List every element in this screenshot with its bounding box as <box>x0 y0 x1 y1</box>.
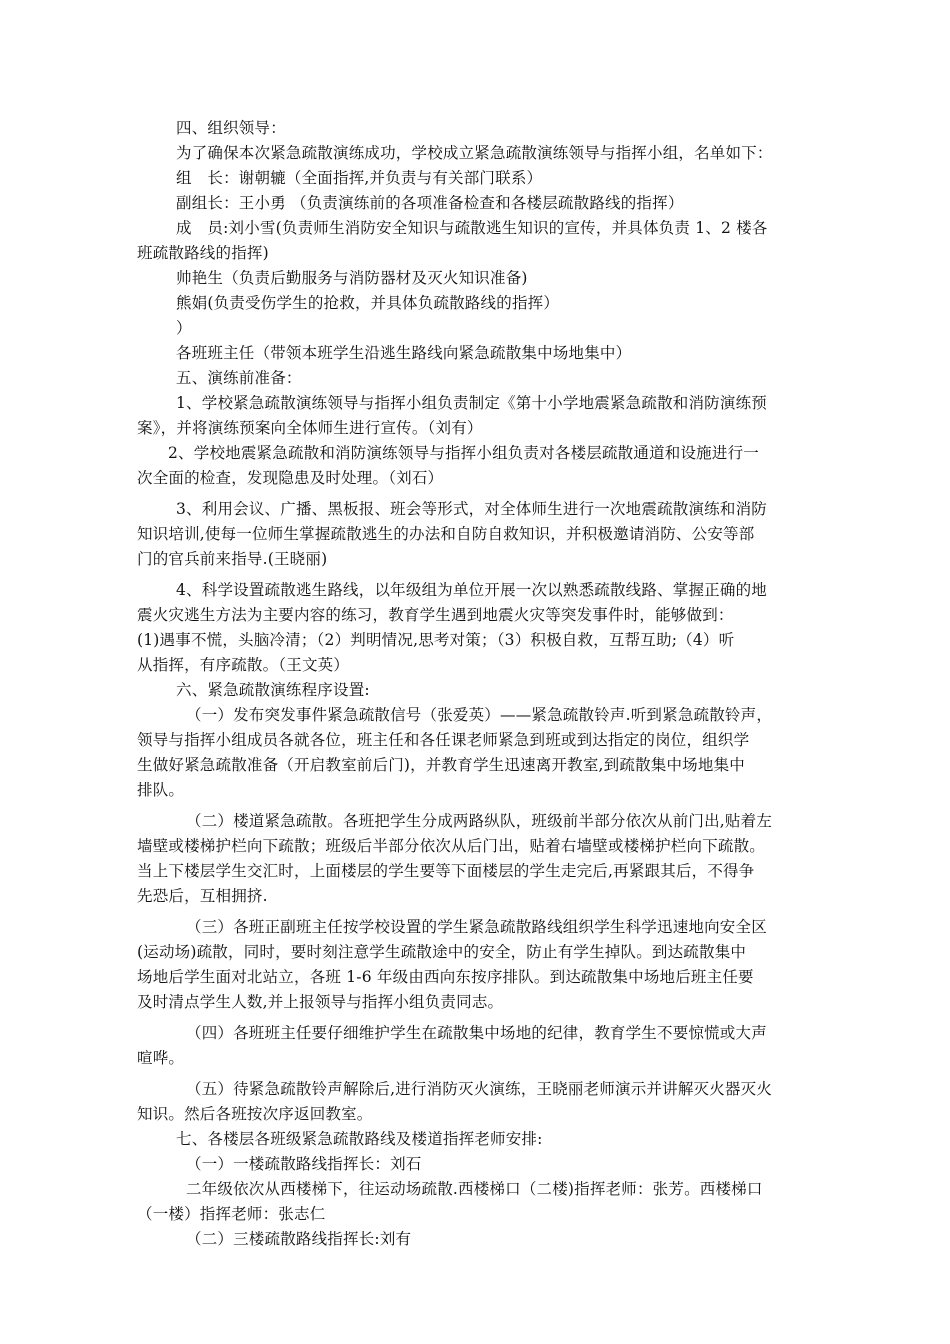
paragraph-line: 4、科学设置疏散逃生路线，以年级组为单位开展一次以熟悉疏散线路、掌握正确的地 <box>176 581 767 599</box>
paragraph-line: 当上下楼层学生交汇时，上面楼层的学生要等下面楼层的学生走完后,再紧跟其后，不得争 <box>137 862 755 880</box>
paragraph-line: 各班班主任（带领本班学生沿逃生路线向紧急疏散集中场地集中） <box>176 344 632 362</box>
paragraph-line: 熊娟(负责受伤学生的抢救，并具体负疏散路线的指挥） <box>176 294 560 312</box>
paragraph-line: （一楼）指挥老师：张志仁 <box>137 1205 326 1223</box>
paragraph-line: 及时清点学生人数,并上报领导与指挥小组负责同志。 <box>137 993 504 1011</box>
paragraph-line: ） <box>176 319 192 337</box>
paragraph-line: 生做好紧急疏散准备（开启教室前后门)，并教育学生迅速离开教室,到疏散集中场地集中 <box>137 756 745 774</box>
paragraph-line: 墙壁或楼梯护栏向下疏散；班级后半部分依次从后门出，贴着右墙壁或楼梯护栏向下疏散。 <box>137 837 766 855</box>
paragraph-line: 成 员:刘小雪(负责师生消防安全知识与疏散逃生知识的宣传，并具体负责 1、2 楼各 <box>176 219 768 237</box>
paragraph-line: （二）三楼疏散路线指挥长:刘有 <box>186 1230 412 1248</box>
paragraph-line: 先恐后，互相拥挤. <box>137 887 268 905</box>
paragraph-line: 为了确保本次紧急疏散演练成功，学校成立紧急疏散演练领导与指挥小组，名单如下： <box>176 144 773 162</box>
paragraph-line: 3、利用会议、广播、黑板报、班会等形式，对全体师生进行一次地震疏散演练和消防 <box>176 500 767 518</box>
paragraph-line: （三）各班正副班主任按学校设置的学生紧急疏散路线组织学生科学迅速地向安全区 <box>186 918 767 936</box>
paragraph-line: 组 长：谢朝辘（全面指挥,并负责与有关部门联系） <box>176 169 543 187</box>
paragraph-line: （一）一楼疏散路线指挥长：刘石 <box>186 1155 422 1173</box>
paragraph-line: 副组长：王小勇 （负责演练前的各项准备检查和各楼层疏散路线的指挥） <box>176 194 684 212</box>
section-heading-5: 五、演练前准备： <box>176 369 302 387</box>
paragraph-line: 2、学校地震紧急疏散和消防演练领导与指挥小组负责对各楼层疏散通道和设施进行一 <box>168 444 759 462</box>
section-heading-4: 四、组织领导： <box>176 119 286 137</box>
paragraph-line: （四）各班班主任要仔细维护学生在疏散集中场地的纪律，教育学生不要惊慌或大声 <box>186 1024 767 1042</box>
paragraph-line: 门的官兵前来指导.(王晓丽) <box>137 550 328 568</box>
paragraph-line: （一）发布突发事件紧急疏散信号（张爱英）——紧急疏散铃声.听到紧急疏散铃声， <box>186 706 773 724</box>
paragraph-line: 知识。然后各班按次序返回教室。 <box>137 1105 373 1123</box>
paragraph-line: 知识培训,使每一位师生掌握疏散逃生的办法和自防自救知识，并积极邀请消防、公安等部 <box>137 525 755 543</box>
paragraph-line: 二年级依次从西楼梯下，往运动场疏散.西楼梯口（二楼)指挥老师：张芳。西楼梯口 <box>186 1180 763 1198</box>
section-heading-6: 六、紧急疏散演练程序设置: <box>176 681 370 699</box>
paragraph-line: 1、学校紧急疏散演练领导与指挥小组负责制定《第十小学地震紧急疏散和消防演练预 <box>176 394 767 412</box>
paragraph-line: （二）楼道紧急疏散。各班把学生分成两路纵队，班级前半部分依次从前门出,贴着左 <box>186 812 773 830</box>
paragraph-line: 排队。 <box>137 781 185 799</box>
paragraph-line: 班疏散路线的指挥) <box>137 244 269 262</box>
paragraph-line: （五）待紧急疏散铃声解除后,进行消防灭火演练，王晓丽老师演示并讲解灭火器灭火 <box>186 1080 773 1098</box>
paragraph-line: 领导与指挥小组成员各就各位，班主任和各任课老师紧急到班或到达指定的岗位，组织学 <box>137 731 750 749</box>
section-heading-7: 七、各楼层各班级紧急疏散路线及楼道指挥老师安排: <box>176 1130 543 1148</box>
paragraph-line: (运动场)疏散，同时，要时刻注意学生疏散途中的安全，防止有学生掉队。到达疏散集中 <box>137 943 747 961</box>
paragraph-line: 从指挥，有序疏散。（王文英） <box>137 656 350 674</box>
paragraph-line: 次全面的检查，发现隐患及时处理。（刘石） <box>137 469 444 487</box>
paragraph-line: 案》，并将演练预案向全体师生进行宣传。（刘有） <box>137 419 483 437</box>
paragraph-line: 帅艳生（负责后勤服务与消防器材及灭火知识准备) <box>176 269 528 287</box>
paragraph-line: 场地后学生面对北站立，各班 1-6 年级由西向东按序排队。到达疏散集中场地后班主任要 <box>137 968 754 986</box>
paragraph-line: (1)遇事不慌，头脑冷清；（2）判明情况,思考对策；（3）积极自救，互帮互助;（4）听 <box>137 631 735 649</box>
document-body <box>0 116 950 1252</box>
paragraph-line: 喧哗。 <box>137 1049 185 1067</box>
paragraph-line: 震火灾逃生方法为主要内容的练习，教育学生遇到地震火灾等突发事件时，能够做到： <box>137 606 734 624</box>
